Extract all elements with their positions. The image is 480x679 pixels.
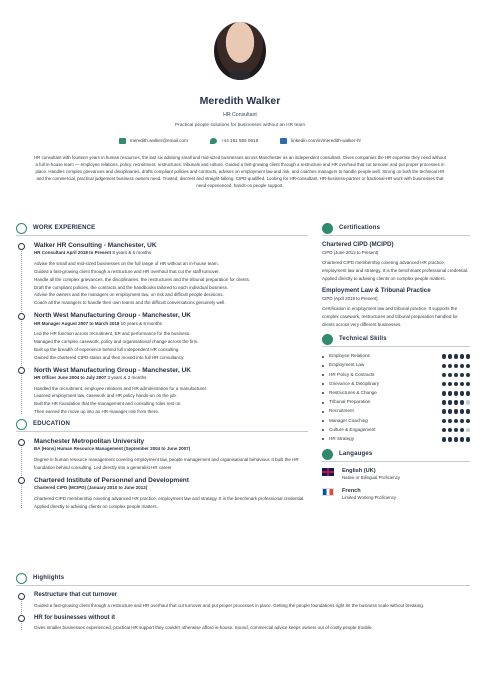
rating-dot xyxy=(466,373,471,378)
language-item xyxy=(322,487,470,501)
skill-label: Culture & Engagement xyxy=(329,426,376,432)
highlight-item xyxy=(34,591,470,610)
skill-label: Employment Law xyxy=(329,362,365,368)
skill-row xyxy=(322,352,470,361)
job-line: Built up the breadth of experience behind full independent HR consulting. xyxy=(34,346,180,352)
education-text: Chartered CIPD membership covering advanced HR practice, employment law and strategy. It is the benchmark professional credential. Applied directly to advising clients on complex people matters. xyxy=(34,495,305,509)
megaphone-icon xyxy=(16,573,27,584)
highlight-item xyxy=(34,614,470,633)
job-entry xyxy=(34,311,308,361)
skill-rating xyxy=(442,382,471,387)
rating-dot xyxy=(454,382,459,387)
skill-rating xyxy=(442,364,471,369)
rating-dot xyxy=(442,364,447,369)
award-icon xyxy=(322,223,333,234)
rating-dot xyxy=(448,364,453,369)
skill-row xyxy=(322,416,470,425)
certification-title: Employment Law & Tribunal Practice xyxy=(322,286,431,294)
skill-rating xyxy=(442,391,471,396)
job-line: Built the HR foundation that the management and consulting roles rest on. xyxy=(34,401,182,407)
highlight-text: Guided a fast-growing client through a restructure and HR overhaul that cut turnover and put proper processes in place. Getting the people foundations right let the business scale without breaking. xyxy=(34,602,424,608)
skill-rating xyxy=(442,400,471,405)
linkedin-icon xyxy=(280,138,287,144)
linkedin-contact[interactable] xyxy=(280,138,361,145)
rating-dot xyxy=(448,419,453,424)
certification-issuer: CIPD (April 2019 to Present) xyxy=(322,295,378,301)
left-column xyxy=(16,224,308,514)
rating-dot xyxy=(460,364,465,369)
rating-dot xyxy=(442,400,447,405)
technical-skills-heading: Technical Skills xyxy=(322,335,470,347)
skill-label: Recruitment xyxy=(329,408,354,414)
rating-dot xyxy=(448,391,453,396)
bullet-icon xyxy=(322,411,324,413)
skill-name xyxy=(322,362,364,369)
education-heading: EDUCATION xyxy=(16,420,308,432)
rating-dot xyxy=(454,400,459,405)
skill-name xyxy=(322,399,370,406)
job-title: North West Manufacturing Group - Manchester, UK xyxy=(34,312,191,320)
skill-row xyxy=(322,380,470,389)
bullet-icon xyxy=(322,365,324,367)
rating-dot xyxy=(442,373,447,378)
phone-contact[interactable] xyxy=(210,138,258,145)
rating-dot xyxy=(454,437,459,442)
job-line: Guided a fast-growing client through a restructure and HR overhaul that cut the staff turnover. xyxy=(34,268,220,274)
job-line: Handle all the complex grievances, the disciplinaries, the restructures and the tribunal preparation for clients. xyxy=(34,276,251,282)
language-name: French xyxy=(342,488,361,495)
highlights-timeline xyxy=(16,591,470,632)
job-role: HR Consultant April 2018 to Present 8 years & 5 months xyxy=(34,250,152,256)
language-level: Native or Bilingual Proficiency xyxy=(342,474,401,480)
language-name: English (UK) xyxy=(342,467,376,474)
rating-dot xyxy=(454,419,459,424)
skill-name xyxy=(322,381,379,388)
language-item xyxy=(322,467,470,481)
education-timeline xyxy=(16,437,308,510)
rating-dot xyxy=(466,364,471,369)
rating-dot xyxy=(460,428,465,433)
certification-text: Chartered CIPD membership covering advanced HR practice, employment law and strategy. It is the benchmark professional credential. Applied directly to advising clients on complex people matters. xyxy=(322,260,469,282)
highlight-text: Gives smaller businesses experienced, practical HR support they couldn't otherwise afford in-house. Sound, commercial advice keeps owners out of costly people trouble. xyxy=(34,625,373,631)
rating-dot xyxy=(454,391,459,396)
certification-text: Certification in employment law and tribunal practice. It supports the complex casework, restructures and tribunal preparation handled for clients across very different businesses. xyxy=(322,306,458,328)
contact-bar xyxy=(0,138,480,145)
tagline: Practical people solutions for businesses without an HR team xyxy=(174,122,306,128)
bar-chart-icon xyxy=(322,334,333,345)
degree: BA (Hons) Human Resource Management (September 2004 to June 2007) xyxy=(34,446,191,452)
candidate-name: Meredith Walker xyxy=(199,95,281,107)
job-role: HR Manager August 2007 to March 2018 10 years & 8 months xyxy=(34,320,162,326)
email-text[interactable]: meredith.walker@email.com xyxy=(129,137,188,143)
rating-dot xyxy=(460,391,465,396)
linkedin-text[interactable]: linkedin.com/in/meredith-walker-hr xyxy=(291,137,362,143)
bullet-icon xyxy=(322,438,324,440)
rating-dot xyxy=(466,391,471,396)
timeline-dot xyxy=(18,439,25,446)
rating-dot xyxy=(448,382,453,387)
job-line: Learned employment law, casework and HR policy hands-on on the job. xyxy=(34,393,178,399)
certification-issuer: CIPD (June 2012 to Present) xyxy=(322,249,379,255)
rating-dot xyxy=(454,409,459,414)
education-text: Degree in human resource management covering employment law, people management and organisational behaviour. It built the HR foundation behind consulting. Led directly into a generalist HR career xyxy=(34,457,299,470)
skill-name xyxy=(322,436,354,443)
profile-summary: HR consultant with fourteen years in human resources, the last six advising small and mid-sized businesses across Manchester as an independent consultant. Gives companies the HR expertise they need without a full in-house team — employee relations, policy, recruitment, restructures, tribunals and culture. Guided a fast-growing client through a restructure and HR overhaul that cut turnover and put proper processes in place. Handles complex grievances and disciplinaries, drafts compliant policies and contracts, advises on employment law and risk, and coaches managers to handle people well. Strong on both the technical HR and the commercial, practical judgement business owners need. Trusted, discreet and straight-talking. CIPD-qualified. Looking for HR-consultant, HR-business-partner or fractional-HR work with businesses that need experienced, hands-on people support. xyxy=(34,155,446,189)
school-name: Chartered Institute of Personnel and Development xyxy=(34,476,189,484)
rating-dot xyxy=(442,419,447,424)
profile-photo xyxy=(214,22,266,80)
skill-name xyxy=(322,372,374,379)
skill-name xyxy=(322,353,370,360)
skill-row xyxy=(322,425,470,434)
certification-item xyxy=(322,241,470,283)
skill-row xyxy=(322,407,470,416)
school-name: Manchester Metropolitan University xyxy=(34,438,145,446)
skill-rating xyxy=(442,373,471,378)
skill-label: Manager Coaching xyxy=(329,417,368,423)
timeline-dot xyxy=(18,593,25,600)
skill-label: Tribunal Preparation xyxy=(329,399,371,405)
job-role: HR Officer June 2004 to July 2007 3 years & 2 months xyxy=(34,375,147,381)
skill-row xyxy=(322,370,470,379)
rating-dot xyxy=(460,419,465,424)
rating-dot xyxy=(466,428,471,433)
education-entry xyxy=(34,437,308,472)
job-line: Coach all the managers to handle their own teams and the difficult conversations genuinely well. xyxy=(34,300,226,306)
certifications-heading: Certifications xyxy=(322,224,470,236)
certification-title: Chartered CIPD (MCIPD) xyxy=(322,241,394,248)
rating-dot xyxy=(448,400,453,405)
phone-text[interactable]: +44 161 555 0616 xyxy=(220,137,259,143)
skill-label: Restructures & Change xyxy=(329,389,377,395)
job-line: Gained the chartered CIPD status and then moved into full HR consultancy. xyxy=(34,354,185,360)
fr-flag-icon xyxy=(322,488,334,496)
experience-timeline xyxy=(16,241,308,416)
rating-dot xyxy=(454,354,459,359)
job-line: Handled the recruitment, employee relations and HR administration for a manufacturer. xyxy=(34,385,208,391)
globe-icon xyxy=(322,449,333,460)
email-contact[interactable] xyxy=(119,138,188,145)
language-level: Limited Working Proficiency xyxy=(342,495,397,501)
timeline-dot xyxy=(18,477,25,484)
bullet-icon xyxy=(322,383,324,385)
rating-dot xyxy=(448,409,453,414)
rating-dot xyxy=(454,428,459,433)
bullet-icon xyxy=(322,429,324,431)
rating-dot xyxy=(466,354,471,359)
skill-row xyxy=(322,435,470,444)
rating-dot xyxy=(466,400,471,405)
rating-dot xyxy=(460,409,465,414)
rating-dot xyxy=(442,428,447,433)
uk-flag-icon xyxy=(322,468,334,476)
job-line: Then earned the move up into an HR-manager role from there. xyxy=(34,409,160,415)
rating-dot xyxy=(448,437,453,442)
resume-header xyxy=(0,22,480,144)
bullet-icon xyxy=(322,374,324,376)
skill-label: Grievance & Disciplinary xyxy=(329,380,380,386)
skill-label: HR Policy & Contracts xyxy=(329,371,375,377)
job-line: Managed the complex casework, policy and organisational change across the firm. xyxy=(34,339,199,344)
skill-name xyxy=(322,390,377,397)
skill-name xyxy=(322,427,375,434)
skill-rating xyxy=(442,409,471,414)
skill-label: Employee Relations xyxy=(329,353,370,359)
skill-rating xyxy=(442,354,471,359)
skill-label: HR Strategy xyxy=(329,435,355,441)
skills-list xyxy=(322,352,470,444)
right-column xyxy=(322,224,470,508)
skill-name xyxy=(322,408,354,415)
rating-dot xyxy=(460,373,465,378)
bullet-icon xyxy=(322,392,324,394)
skill-rating xyxy=(442,419,471,424)
graduation-cap-icon xyxy=(16,419,27,430)
rating-dot xyxy=(448,354,453,359)
highlight-title: HR for businesses without it xyxy=(34,614,116,621)
rating-dot xyxy=(460,437,465,442)
degree: Chartered CIPD (MCIPD) (January 2010 to June 2012) xyxy=(34,485,148,491)
skill-rating xyxy=(442,437,471,442)
highlights-section xyxy=(16,574,470,636)
rating-dot xyxy=(466,409,471,414)
highlight-title: Restructure that cut turnover xyxy=(34,592,118,598)
rating-dot xyxy=(466,437,471,442)
job-line: Advise the owners and the managers on employment law, on risk and difficult people decisions. xyxy=(34,292,224,298)
skill-row xyxy=(322,361,470,370)
rating-dot xyxy=(466,419,471,424)
rating-dot xyxy=(460,400,465,405)
languages-heading: Langauges xyxy=(322,450,470,462)
timeline-dot xyxy=(18,615,25,622)
highlights-heading: Highlights xyxy=(16,574,470,586)
rating-dot xyxy=(448,373,453,378)
bullet-icon xyxy=(322,356,324,358)
job-line: Led the HR function across recruitment, ER and performance for the business. xyxy=(34,331,191,337)
job-title: HR Consultant xyxy=(223,112,257,119)
work-experience-heading: WORK EXPERIENCE xyxy=(16,224,308,236)
rating-dot xyxy=(442,382,447,387)
rating-dot xyxy=(466,382,471,387)
skill-name xyxy=(322,418,368,425)
rating-dot xyxy=(448,428,453,433)
job-title: Walker HR Consulting - Manchester, UK xyxy=(34,242,157,249)
job-title: North West Manufacturing Group - Manchester, UK xyxy=(34,366,191,374)
briefcase-icon xyxy=(16,223,27,234)
skill-row xyxy=(322,389,470,398)
rating-dot xyxy=(460,382,465,387)
skill-rating xyxy=(442,428,471,433)
timeline-dot xyxy=(18,313,25,320)
skill-row xyxy=(322,398,470,407)
education-entry xyxy=(34,476,308,511)
job-line: Draft the compliant policies, the contracts and the handbooks tailored to each individual business. xyxy=(34,284,229,290)
rating-dot xyxy=(442,354,447,359)
phone-icon xyxy=(210,138,217,144)
rating-dot xyxy=(454,364,459,369)
rating-dot xyxy=(454,373,459,378)
bullet-icon xyxy=(322,402,324,404)
rating-dot xyxy=(460,354,465,359)
timeline-dot xyxy=(18,243,25,250)
email-icon xyxy=(119,138,126,144)
bullet-icon xyxy=(322,420,324,422)
rating-dot xyxy=(442,391,447,396)
certification-item xyxy=(322,287,470,329)
job-entry xyxy=(34,241,308,307)
job-entry xyxy=(34,366,308,416)
rating-dot xyxy=(442,437,447,442)
timeline-dot xyxy=(18,367,25,374)
job-line: Advise the small and mid-sized businesses on the full range of HR without an in-house team. xyxy=(34,260,219,266)
rating-dot xyxy=(442,409,447,414)
